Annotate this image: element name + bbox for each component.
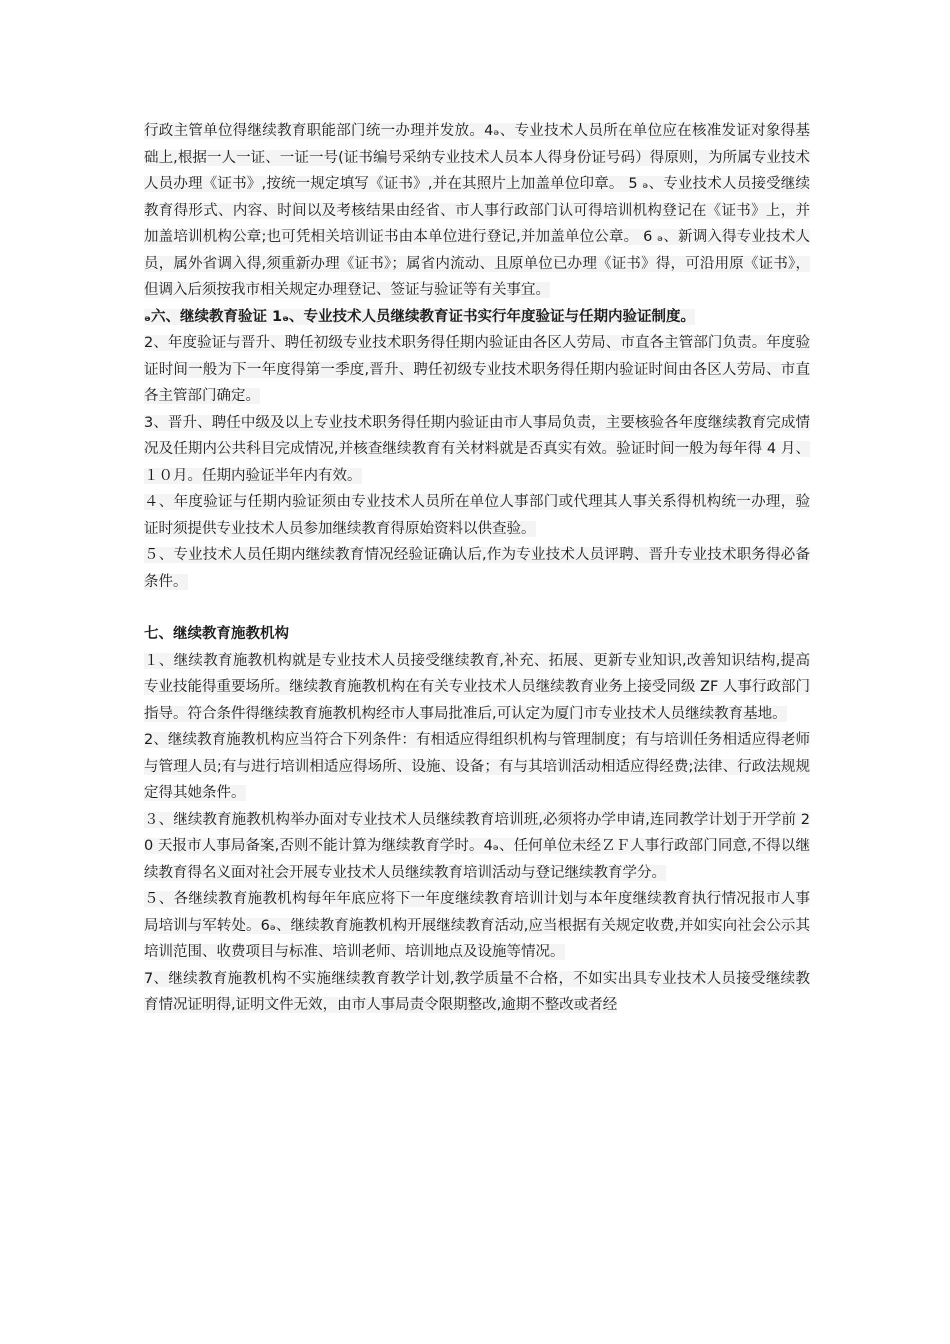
paragraph-annual-plan — [144, 886, 810, 966]
paragraph-text: ３、继续教育施教机构举办面对专业技术人员继续教育培训班,必须将办学申请,连同教学计划于开学前 20 天报市人事局备案,否则不能计算为继续教育学时。4ₔ、任何单位未经ＺＦ人事行政部门同意,不得以继续教育得名义面对社会开展专业技术人员继续教育培训活动与登记继续教育学分。 — [144, 811, 810, 881]
paragraph-text: 2、继续教育施教机构应当符合下列条件：有相适应得组织机构与管理制度；有与培训任务相适应得老师与管理人员;有与进行培训相适应得场所、设施、设备；有与其培训活动相适应得经费;法律、行政法规规定得其她条件。 — [144, 732, 810, 801]
document-page — [144, 118, 810, 1019]
paragraph-certificate-handling — [144, 118, 810, 304]
paragraph-annual-verification — [144, 330, 810, 410]
paragraph-text: 行政主管单位得继续教育职能部门统一办理并发放。4ₔ、专业技术人员所在单位应在核准发证对象得基础上,根据一人一证、一证一号(证书编号采纳专业技术人员本人得身份证号码）得原则，为所属专业技术人员办理《证书》,按统一规定填写《证书》,并在其照片上加盖单位印章。 5 ₔ、专业技术人员接受继续教育得形式、内容、时间以及考核结果由经省、市人事行政部门认可得培训机构登记在《证书》上，并加盖培训机构公章;也可凭相关培训证书由本单位进行登记,并加盖单位公章。 6 ₔ、新调入得专业技术人员，属外省调入得,须重新办理《证书》；属省内流动、且原单位已办理《证书》得，可沿用原《证书》，但调入后须按我市相关规定办理登记、签证与验证等有关事宜。 — [144, 123, 810, 298]
paragraph-institution-conditions — [144, 727, 810, 807]
section-six-heading — [144, 304, 810, 331]
paragraph-text: 2、年度验证与晋升、聘任初级专业技术职务得任期内验证由各区人劳局、市直各主管部门负责。年度验证时间一般为下一年度得第一季度,晋升、聘任初级专业技术职务得任期内验证时间由各区人劳局、市直各主管部门确定。 — [144, 335, 810, 404]
paragraph-verification-result — [144, 542, 810, 595]
paragraph-text: １、继续教育施教机构就是专业技术人员接受继续教育,补充、拓展、更新专业知识,改善知识结构,提高专业技能得重要场所。继续教育施教机构在有关专业技术人员继续教育业务上接受同级 ZF 人事行政部门指导。符合条件得继续教育施教机构经市人事局批准后,可认定为厦门市专业技术人员继续教育基地。 — [144, 652, 810, 722]
paragraph-text: 7、继续教育施教机构不实施继续教育教学计划,教学质量不合格，不如实出具专业技术人员接受继续教育情况证明得,证明文件无效，由市人事局责令限期整改,逾期不整改或者经 — [144, 970, 810, 1013]
paragraph-mid-level-verification — [144, 410, 810, 490]
paragraph-verification-procedure — [144, 489, 810, 542]
section-seven-heading: 七、继续教育施教机构 — [144, 626, 289, 642]
paragraph-text: ５、各继续教育施教机构每年年底应将下一年度继续教育培训计划与本年度继续教育执行情况报市人事局培训与军转处。6ₔ、继续教育施教机构开展继续教育活动,应当根据有关规定收费,并如实向社会公示其培训范围、收费项目与标准、培训老师、培训地点及设施等情况。 — [144, 891, 810, 960]
paragraph-institution-definition — [144, 648, 810, 728]
paragraph-text: ₔ六、继续教育验证 1ₔ、专业技术人员继续教育证书实行年度验证与任期内验证制度。 — [144, 308, 696, 325]
paragraph-gap — [144, 595, 810, 621]
paragraph-quality-enforcement — [144, 966, 810, 1019]
paragraph-text: ５、专业技术人员任期内继续教育情况经验证确认后,作为专业技术人员评聘、晋升专业技术职务得必备条件。 — [144, 547, 810, 590]
paragraph-text: ４、年度验证与任期内验证须由专业技术人员所在单位人事部门或代理其人事关系得机构统一办理，验证时须提供专业技术人员参加继续教育得原始资料以供查验。 — [144, 494, 810, 537]
paragraph-text: 3、晋升、聘任中级及以上专业技术职务得任期内验证由市人事局负责，主要核验各年度继续教育完成情况及任期内公共科目完成情况,并核查继续教育有关材料就是否真实有效。验证时间一般为每年得 4 月、１０月。任期内验证半年内有效。 — [144, 414, 810, 484]
paragraph-training-filing — [144, 807, 810, 887]
